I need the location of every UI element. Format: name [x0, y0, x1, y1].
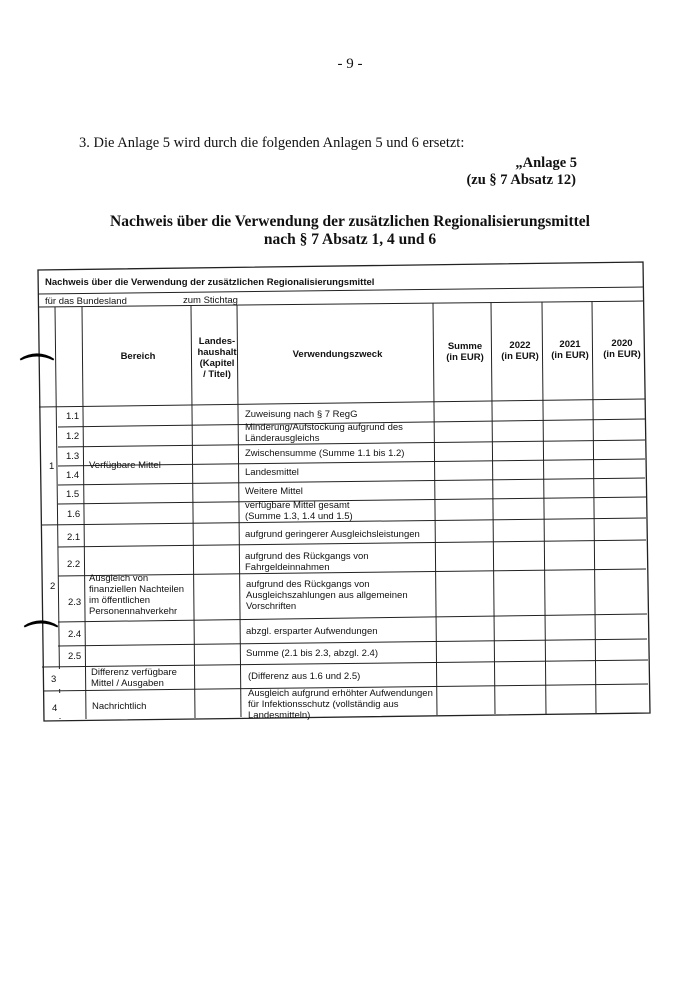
bereich-label: Verfügbare Mittel	[89, 460, 161, 471]
bereich-label	[89, 573, 184, 617]
bereich-label: Nachrichtlich	[92, 701, 147, 712]
zweck-text	[245, 551, 369, 573]
zweck-line: Minderung/Aufstockung aufgrund des	[245, 422, 403, 433]
header-text: (Kapitel	[199, 358, 235, 369]
anlage-reference: (zu § 7 Absatz 12)	[466, 172, 576, 188]
bereich-line: finanziellen Nachteilen	[89, 584, 185, 595]
header-verwendungszweck: Verwendungszweck	[292, 349, 383, 360]
anlage-title: „Anlage 5	[515, 155, 577, 171]
heading-line-2: nach § 7 Absatz 1, 4 und 6	[263, 231, 437, 248]
zweck-text: Summe (2.1 bis 2.3, abzgl. 2.4)	[246, 648, 379, 659]
row-number: 2.5	[68, 651, 82, 662]
zweck-line: Länderausgleichs	[245, 433, 320, 444]
group-number: 2	[50, 581, 56, 592]
group-number: 3	[51, 674, 57, 685]
row-number: 1.6	[67, 509, 81, 520]
header-text: (in EUR)	[551, 350, 589, 361]
page-number: - 9 -	[337, 56, 363, 72]
header-landeshaushalt	[195, 336, 239, 380]
bereich-label	[91, 667, 177, 689]
header-bereich: Bereich	[120, 351, 156, 362]
zweck-text	[245, 422, 403, 444]
header-text: haushalt	[197, 347, 237, 358]
zweck-text: aufgrund geringerer Ausgleichsleistungen	[245, 529, 420, 540]
zweck-line: aufgrund des Rückgangs von	[246, 579, 370, 590]
zweck-line: (Summe 1.3, 1.4 und 1.5)	[245, 511, 353, 522]
header-text: (in EUR)	[446, 352, 484, 363]
row-number: 2.1	[67, 532, 81, 543]
zweck-text: Weitere Mittel	[245, 486, 303, 497]
zweck-line: Vorschriften	[246, 601, 297, 612]
zweck-line: für Infektionsschutz (vollständig aus	[248, 699, 399, 710]
group-number: 4	[52, 703, 58, 714]
zweck-text: (Differenz aus 1.6 und 2.5)	[248, 671, 361, 682]
bereich-line: Mittel / Ausgaben	[91, 678, 164, 689]
header-text: 2021	[559, 339, 581, 350]
zweck-text	[245, 500, 353, 522]
header-text: (in EUR)	[603, 349, 641, 360]
zweck-line: Ausgleich aufgrund erhöhter Aufwendungen	[248, 688, 433, 699]
bereich-line: Ausgleich von	[89, 573, 149, 584]
zweck-text: Zwischensumme (Summe 1.1 bis 1.2)	[245, 448, 405, 459]
zweck-line: Ausgleichszahlungen aus allgemeinen	[246, 590, 408, 601]
zweck-line: aufgrund des Rückgangs von	[245, 551, 369, 562]
row-number: 2.4	[68, 629, 82, 640]
bereich-line: Differenz verfügbare	[91, 667, 177, 678]
header-text: (in EUR)	[501, 351, 539, 362]
zweck-text	[246, 579, 408, 612]
table-title: Nachweis über die Verwendung der zusätzlichen Regionalisierungsmittel	[45, 277, 375, 288]
bundesland-label: für das Bundesland	[45, 296, 127, 307]
heading-line-1: Nachweis über die Verwendung der zusätzlichen Regionalisierungsmittel	[110, 213, 590, 230]
bereich-line: im öffentlichen	[89, 595, 151, 606]
zweck-line: verfügbare Mittel gesamt	[245, 500, 350, 511]
bereich-line: Personennahverkehr	[89, 606, 178, 617]
header-text: Summe	[447, 341, 483, 352]
row-number: 2.2	[67, 559, 81, 570]
header-summe	[437, 341, 493, 363]
header-text: Landes-	[198, 336, 236, 347]
row-number: 1.4	[66, 470, 80, 481]
header-2020	[596, 338, 648, 360]
row-number: 1.3	[66, 451, 80, 462]
zweck-text: abzgl. ersparter Aufwendungen	[246, 626, 378, 637]
row-number: 2.3	[68, 597, 82, 608]
zweck-text	[248, 688, 433, 721]
row-number: 1.1	[66, 411, 80, 422]
scan-mark: ⌒	[24, 619, 58, 659]
scan-mark: ⌒	[20, 352, 54, 392]
header-text: 2022	[509, 340, 531, 351]
zweck-text: Landesmittel	[245, 467, 299, 478]
header-text: 2020	[611, 338, 633, 349]
header-2021	[546, 339, 594, 361]
zweck-line: Fahrgeldeinnahmen	[245, 562, 330, 573]
zweck-line: Landesmitteln)	[248, 710, 311, 721]
intro-text: 3. Die Anlage 5 wird durch die folgenden Anlagen 5 und 6 ersetzt:	[79, 135, 465, 151]
row-number: 1.5	[66, 489, 80, 500]
row-number: 1.2	[66, 431, 80, 442]
header-text: / Titel)	[203, 369, 231, 380]
header-2022	[495, 340, 545, 362]
stichtag-label: zum Stichtag	[183, 295, 238, 306]
zweck-text: Zuweisung nach § 7 RegG	[245, 409, 358, 420]
group-number: 1	[49, 461, 55, 472]
